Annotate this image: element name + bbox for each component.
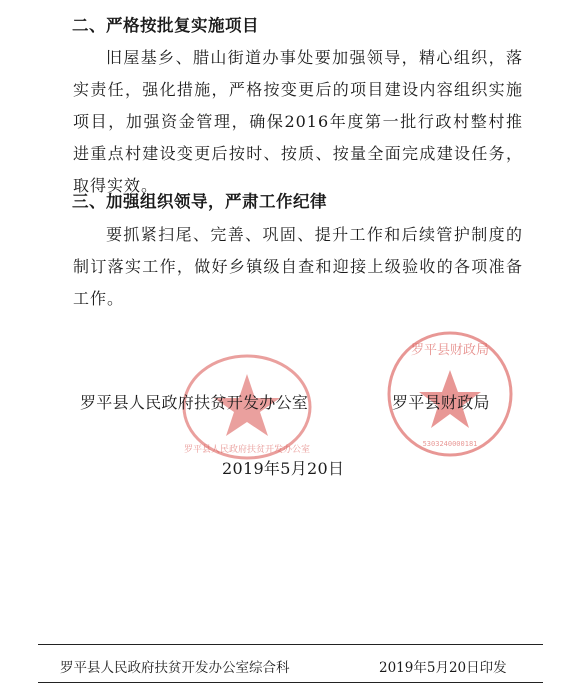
seal-2-code: 5303240000181 bbox=[422, 440, 478, 448]
section-heading-2: 二、严格按批复实施项目 bbox=[72, 16, 259, 35]
section-paragraph-2: 旧屋基乡、腊山街道办事处要加强领导，精心组织，落实责任，强化措施，严格按变更后的项目建设内容组织实施项目，加强资金管理，确保2016年度第一批行政村整村推进重点村建设变更后按时、按质、按量全面完成建设任务，取得实效。 bbox=[73, 48, 523, 195]
footer-print-date: 2019年5月20日印发 bbox=[379, 660, 507, 676]
seal-2-top-text: 罗平县财政局 bbox=[410, 343, 490, 358]
footer-issuer: 罗平县人民政府扶贫开发办公室综合科 bbox=[60, 660, 290, 676]
section-paragraph-3: 要抓紧扫尾、完善、巩固、提升工作和后续管护制度的制订落实工作，做好乡镇级自查和迎接上级验收的各项准备工作。 bbox=[73, 225, 523, 308]
footer-bottom-rule bbox=[38, 682, 543, 683]
footer-top-rule bbox=[38, 644, 543, 645]
seal-1-text: 罗平县人民政府扶贫开发办公室 bbox=[183, 445, 311, 455]
signature-org-1: 罗平县人民政府扶贫开发办公室 bbox=[80, 393, 309, 412]
signature-org-2: 罗平县财政局 bbox=[392, 393, 490, 412]
section-heading-3: 三、加强组织领导，严肃工作纪律 bbox=[72, 192, 327, 211]
signature-date: 2019年5月20日 bbox=[222, 459, 345, 478]
